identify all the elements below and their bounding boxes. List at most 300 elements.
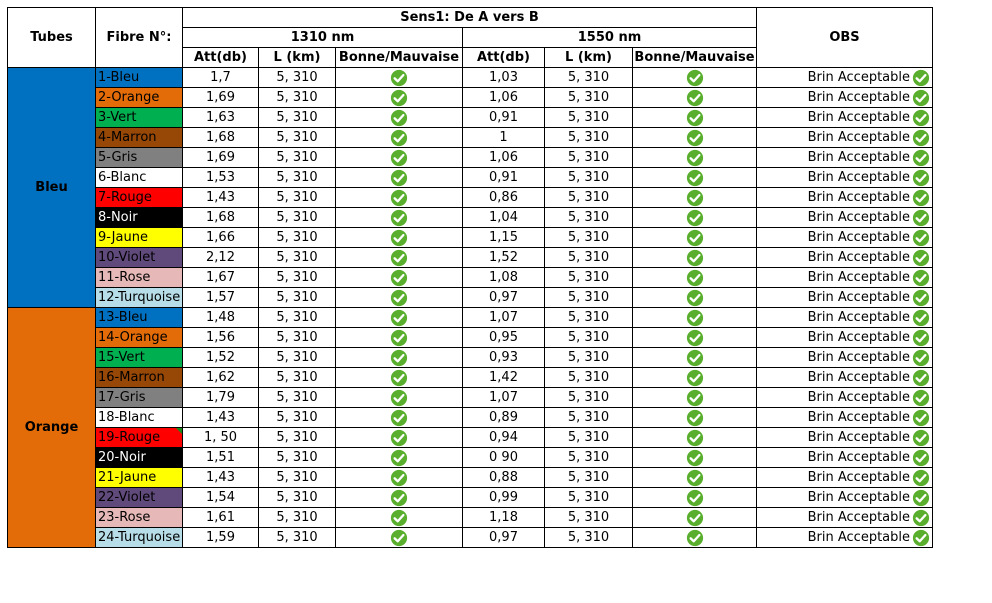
att-1550-cell: 0,91	[463, 108, 545, 128]
header-att-1310: Att(db)	[183, 48, 259, 68]
att-1550-cell: 0,89	[463, 408, 545, 428]
check-icon	[912, 449, 930, 467]
fibre-cell: 16-Marron	[96, 368, 183, 388]
table-row	[8, 188, 933, 208]
table-row	[8, 168, 933, 188]
fibre-cell: 2-Orange	[96, 88, 183, 108]
table-row	[8, 488, 933, 508]
obs-text: Brin Acceptable	[807, 210, 910, 225]
obs-text: Brin Acceptable	[807, 510, 910, 525]
check-icon	[912, 249, 930, 267]
check-icon	[686, 189, 704, 207]
quality-1310-cell	[336, 368, 463, 388]
table-row	[8, 108, 933, 128]
att-1550-cell: 0,97	[463, 288, 545, 308]
att-1550-cell: 1	[463, 128, 545, 148]
check-icon	[912, 309, 930, 327]
check-icon	[912, 69, 930, 87]
quality-1310-cell	[336, 268, 463, 288]
obs-cell	[757, 348, 933, 368]
quality-1550-cell	[633, 208, 757, 228]
quality-1310-cell	[336, 68, 463, 88]
check-icon	[390, 449, 408, 467]
table-row	[8, 68, 933, 88]
header-fibre: Fibre N°:	[96, 8, 183, 68]
quality-1550-cell	[633, 328, 757, 348]
obs-cell	[757, 408, 933, 428]
table-row	[8, 208, 933, 228]
check-icon	[686, 509, 704, 527]
quality-1550-cell	[633, 528, 757, 548]
quality-1310-cell	[336, 108, 463, 128]
length-1550-cell: 5, 310	[545, 248, 633, 268]
quality-1550-cell	[633, 488, 757, 508]
table-row	[8, 128, 933, 148]
header-quality-1310: Bonne/Mauvaise	[336, 48, 463, 68]
att-1310-cell: 1,68	[183, 128, 259, 148]
length-1310-cell: 5, 310	[259, 528, 336, 548]
fibre-cell: 24-Turquoise	[96, 528, 183, 548]
header-length-1550: L (km)	[545, 48, 633, 68]
header-length-1310: L (km)	[259, 48, 336, 68]
obs-cell	[757, 108, 933, 128]
length-1550-cell: 5, 310	[545, 108, 633, 128]
quality-1310-cell	[336, 308, 463, 328]
obs-text: Brin Acceptable	[807, 70, 910, 85]
att-1310-cell: 1,67	[183, 268, 259, 288]
att-1550-cell: 0,95	[463, 328, 545, 348]
check-icon	[912, 409, 930, 427]
att-1550-cell: 0,91	[463, 168, 545, 188]
check-icon	[912, 229, 930, 247]
quality-1310-cell	[336, 228, 463, 248]
table-row	[8, 228, 933, 248]
obs-cell	[757, 168, 933, 188]
check-icon	[686, 289, 704, 307]
length-1550-cell: 5, 310	[545, 68, 633, 88]
length-1550-cell: 5, 310	[545, 528, 633, 548]
table-body	[8, 68, 933, 548]
att-1310-cell: 1,53	[183, 168, 259, 188]
length-1550-cell: 5, 310	[545, 428, 633, 448]
obs-text: Brin Acceptable	[807, 270, 910, 285]
att-1310-cell: 1,43	[183, 468, 259, 488]
check-icon	[390, 349, 408, 367]
length-1550-cell: 5, 310	[545, 308, 633, 328]
obs-cell	[757, 388, 933, 408]
table-row	[8, 368, 933, 388]
check-icon	[686, 369, 704, 387]
quality-1550-cell	[633, 128, 757, 148]
obs-cell	[757, 508, 933, 528]
att-1550-cell: 0,94	[463, 428, 545, 448]
table-row	[8, 288, 933, 308]
check-icon	[390, 429, 408, 447]
obs-text: Brin Acceptable	[807, 130, 910, 145]
table-row	[8, 88, 933, 108]
check-icon	[390, 169, 408, 187]
header-att-1550: Att(db)	[463, 48, 545, 68]
check-icon	[912, 509, 930, 527]
check-icon	[912, 189, 930, 207]
quality-1550-cell	[633, 88, 757, 108]
check-icon	[390, 269, 408, 287]
quality-1310-cell	[336, 488, 463, 508]
obs-cell	[757, 488, 933, 508]
fibre-cell: 12-Turquoise	[96, 288, 183, 308]
att-1310-cell: 1,48	[183, 308, 259, 328]
att-1310-cell: 1, 50	[183, 428, 259, 448]
length-1310-cell: 5, 310	[259, 188, 336, 208]
check-icon	[686, 89, 704, 107]
length-1310-cell: 5, 310	[259, 88, 336, 108]
quality-1550-cell	[633, 168, 757, 188]
length-1310-cell: 5, 310	[259, 448, 336, 468]
table-row	[8, 328, 933, 348]
fibre-cell: 17-Gris	[96, 388, 183, 408]
quality-1310-cell	[336, 288, 463, 308]
att-1310-cell: 1,43	[183, 408, 259, 428]
obs-text: Brin Acceptable	[807, 530, 910, 545]
check-icon	[686, 209, 704, 227]
check-icon	[912, 109, 930, 127]
att-1310-cell: 1,69	[183, 88, 259, 108]
check-icon	[390, 129, 408, 147]
fibre-cell: 4-Marron	[96, 128, 183, 148]
check-icon	[390, 329, 408, 347]
length-1310-cell: 5, 310	[259, 148, 336, 168]
length-1310-cell: 5, 310	[259, 428, 336, 448]
check-icon	[686, 409, 704, 427]
check-icon	[686, 109, 704, 127]
att-1550-cell: 1,04	[463, 208, 545, 228]
fibre-measurement-table	[7, 7, 933, 548]
check-icon	[390, 89, 408, 107]
quality-1550-cell	[633, 308, 757, 328]
table-row	[8, 468, 933, 488]
check-icon	[686, 429, 704, 447]
att-1550-cell: 1,15	[463, 228, 545, 248]
length-1310-cell: 5, 310	[259, 168, 336, 188]
check-icon	[912, 389, 930, 407]
quality-1310-cell	[336, 328, 463, 348]
check-icon	[390, 309, 408, 327]
quality-1550-cell	[633, 108, 757, 128]
obs-cell	[757, 308, 933, 328]
length-1310-cell: 5, 310	[259, 268, 336, 288]
obs-cell	[757, 328, 933, 348]
header-obs: OBS	[757, 8, 933, 68]
fibre-cell: 7-Rouge	[96, 188, 183, 208]
check-icon	[686, 389, 704, 407]
att-1310-cell: 1,57	[183, 288, 259, 308]
att-1310-cell: 1,56	[183, 328, 259, 348]
check-icon	[686, 169, 704, 187]
obs-text: Brin Acceptable	[807, 470, 910, 485]
length-1550-cell: 5, 310	[545, 388, 633, 408]
quality-1550-cell	[633, 388, 757, 408]
check-icon	[390, 369, 408, 387]
table-row	[8, 428, 933, 448]
att-1550-cell: 1,07	[463, 388, 545, 408]
obs-text: Brin Acceptable	[807, 390, 910, 405]
att-1310-cell: 1,69	[183, 148, 259, 168]
length-1550-cell: 5, 310	[545, 348, 633, 368]
quality-1550-cell	[633, 428, 757, 448]
check-icon	[912, 149, 930, 167]
table-row	[8, 508, 933, 528]
fibre-cell: 18-Blanc	[96, 408, 183, 428]
length-1310-cell: 5, 310	[259, 348, 336, 368]
fibre-cell: 20-Noir	[96, 448, 183, 468]
check-icon	[912, 129, 930, 147]
check-icon	[686, 449, 704, 467]
att-1550-cell: 1,42	[463, 368, 545, 388]
obs-text: Brin Acceptable	[807, 350, 910, 365]
att-1310-cell: 1,61	[183, 508, 259, 528]
obs-text: Brin Acceptable	[807, 90, 910, 105]
length-1550-cell: 5, 310	[545, 408, 633, 428]
fibre-cell: 13-Bleu	[96, 308, 183, 328]
check-icon	[912, 329, 930, 347]
length-1550-cell: 5, 310	[545, 328, 633, 348]
check-icon	[390, 69, 408, 87]
quality-1550-cell	[633, 468, 757, 488]
obs-text: Brin Acceptable	[807, 370, 910, 385]
obs-text: Brin Acceptable	[807, 250, 910, 265]
att-1550-cell: 1,06	[463, 88, 545, 108]
table-row	[8, 448, 933, 468]
fibre-cell: 15-Vert	[96, 348, 183, 368]
att-1550-cell: 0,93	[463, 348, 545, 368]
check-icon	[686, 69, 704, 87]
quality-1310-cell	[336, 508, 463, 528]
check-icon	[912, 369, 930, 387]
obs-text: Brin Acceptable	[807, 170, 910, 185]
check-icon	[390, 409, 408, 427]
quality-1550-cell	[633, 348, 757, 368]
length-1310-cell: 5, 310	[259, 468, 336, 488]
length-1310-cell: 5, 310	[259, 208, 336, 228]
length-1310-cell: 5, 310	[259, 368, 336, 388]
quality-1550-cell	[633, 288, 757, 308]
quality-1310-cell	[336, 428, 463, 448]
check-icon	[390, 149, 408, 167]
quality-1310-cell	[336, 248, 463, 268]
length-1310-cell: 5, 310	[259, 108, 336, 128]
length-1310-cell: 5, 310	[259, 128, 336, 148]
table-row	[8, 268, 933, 288]
obs-cell	[757, 188, 933, 208]
header-quality-1550: Bonne/Mauvaise	[633, 48, 757, 68]
att-1310-cell: 1,62	[183, 368, 259, 388]
quality-1310-cell	[336, 148, 463, 168]
fibre-cell: 19-Rouge	[96, 428, 183, 448]
length-1550-cell: 5, 310	[545, 148, 633, 168]
check-icon	[390, 189, 408, 207]
check-icon	[390, 109, 408, 127]
quality-1550-cell	[633, 268, 757, 288]
att-1550-cell: 0,99	[463, 488, 545, 508]
length-1310-cell: 5, 310	[259, 408, 336, 428]
quality-1550-cell	[633, 148, 757, 168]
quality-1310-cell	[336, 168, 463, 188]
obs-text: Brin Acceptable	[807, 430, 910, 445]
check-icon	[390, 389, 408, 407]
check-icon	[390, 469, 408, 487]
att-1310-cell: 1,51	[183, 448, 259, 468]
tube-cell: Bleu	[8, 68, 96, 308]
table-row	[8, 248, 933, 268]
check-icon	[912, 349, 930, 367]
att-1310-cell: 1,54	[183, 488, 259, 508]
att-1310-cell: 1,59	[183, 528, 259, 548]
length-1310-cell: 5, 310	[259, 288, 336, 308]
obs-cell	[757, 68, 933, 88]
table-row	[8, 348, 933, 368]
obs-cell	[757, 228, 933, 248]
length-1310-cell: 5, 310	[259, 308, 336, 328]
fibre-cell: 10-Violet	[96, 248, 183, 268]
length-1550-cell: 5, 310	[545, 448, 633, 468]
quality-1550-cell	[633, 508, 757, 528]
obs-cell	[757, 248, 933, 268]
quality-1310-cell	[336, 528, 463, 548]
fibre-cell: 22-Violet	[96, 488, 183, 508]
table-row	[8, 388, 933, 408]
quality-1550-cell	[633, 448, 757, 468]
check-icon	[686, 469, 704, 487]
length-1310-cell: 5, 310	[259, 228, 336, 248]
table-row	[8, 408, 933, 428]
obs-text: Brin Acceptable	[807, 310, 910, 325]
att-1550-cell: 1,06	[463, 148, 545, 168]
obs-cell	[757, 368, 933, 388]
fibre-cell: 11-Rose	[96, 268, 183, 288]
length-1550-cell: 5, 310	[545, 368, 633, 388]
att-1550-cell: 0 90	[463, 448, 545, 468]
check-icon	[390, 509, 408, 527]
check-icon	[912, 269, 930, 287]
obs-cell	[757, 88, 933, 108]
tube-cell: Orange	[8, 308, 96, 548]
obs-text: Brin Acceptable	[807, 190, 910, 205]
check-icon	[686, 489, 704, 507]
att-1310-cell: 1,63	[183, 108, 259, 128]
header-wavelength-1310: 1310 nm	[183, 28, 463, 48]
quality-1310-cell	[336, 128, 463, 148]
obs-cell	[757, 148, 933, 168]
att-1550-cell: 1,52	[463, 248, 545, 268]
check-icon	[390, 529, 408, 547]
fibre-cell: 21-Jaune	[96, 468, 183, 488]
att-1550-cell: 1,07	[463, 308, 545, 328]
quality-1550-cell	[633, 228, 757, 248]
check-icon	[390, 209, 408, 227]
fibre-cell: 8-Noir	[96, 208, 183, 228]
quality-1310-cell	[336, 408, 463, 428]
check-icon	[912, 429, 930, 447]
fibre-cell: 23-Rose	[96, 508, 183, 528]
check-icon	[686, 129, 704, 147]
table-row	[8, 308, 933, 328]
length-1550-cell: 5, 310	[545, 488, 633, 508]
table-row	[8, 528, 933, 548]
obs-text: Brin Acceptable	[807, 110, 910, 125]
length-1550-cell: 5, 310	[545, 168, 633, 188]
quality-1550-cell	[633, 68, 757, 88]
obs-cell	[757, 208, 933, 228]
att-1310-cell: 1,66	[183, 228, 259, 248]
check-icon	[686, 149, 704, 167]
att-1310-cell: 1,7	[183, 68, 259, 88]
obs-cell	[757, 468, 933, 488]
length-1310-cell: 5, 310	[259, 68, 336, 88]
fibre-cell: 6-Blanc	[96, 168, 183, 188]
length-1550-cell: 5, 310	[545, 468, 633, 488]
quality-1310-cell	[336, 348, 463, 368]
length-1550-cell: 5, 310	[545, 228, 633, 248]
check-icon	[390, 289, 408, 307]
quality-1310-cell	[336, 448, 463, 468]
obs-text: Brin Acceptable	[807, 150, 910, 165]
obs-cell	[757, 268, 933, 288]
quality-1550-cell	[633, 248, 757, 268]
length-1310-cell: 5, 310	[259, 248, 336, 268]
check-icon	[686, 249, 704, 267]
check-icon	[390, 489, 408, 507]
att-1310-cell: 1,68	[183, 208, 259, 228]
obs-text: Brin Acceptable	[807, 410, 910, 425]
fibre-cell: 3-Vert	[96, 108, 183, 128]
att-1310-cell: 1,43	[183, 188, 259, 208]
obs-text: Brin Acceptable	[807, 330, 910, 345]
check-icon	[686, 529, 704, 547]
quality-1310-cell	[336, 88, 463, 108]
length-1310-cell: 5, 310	[259, 328, 336, 348]
att-1550-cell: 0,88	[463, 468, 545, 488]
table-row	[8, 148, 933, 168]
check-icon	[912, 289, 930, 307]
check-icon	[912, 469, 930, 487]
obs-text: Brin Acceptable	[807, 230, 910, 245]
quality-1550-cell	[633, 188, 757, 208]
att-1310-cell: 2,12	[183, 248, 259, 268]
quality-1550-cell	[633, 408, 757, 428]
obs-cell	[757, 428, 933, 448]
check-icon	[686, 349, 704, 367]
att-1310-cell: 1,52	[183, 348, 259, 368]
check-icon	[912, 489, 930, 507]
obs-text: Brin Acceptable	[807, 450, 910, 465]
check-icon	[390, 229, 408, 247]
fibre-cell: 14-Orange	[96, 328, 183, 348]
length-1550-cell: 5, 310	[545, 208, 633, 228]
quality-1310-cell	[336, 208, 463, 228]
length-1310-cell: 5, 310	[259, 488, 336, 508]
length-1550-cell: 5, 310	[545, 128, 633, 148]
quality-1310-cell	[336, 388, 463, 408]
att-1310-cell: 1,79	[183, 388, 259, 408]
header-tubes: Tubes	[8, 8, 96, 68]
check-icon	[686, 269, 704, 287]
check-icon	[686, 229, 704, 247]
length-1550-cell: 5, 310	[545, 508, 633, 528]
fibre-cell: 1-Bleu	[96, 68, 183, 88]
check-icon	[912, 89, 930, 107]
check-icon	[912, 529, 930, 547]
att-1550-cell: 1,03	[463, 68, 545, 88]
